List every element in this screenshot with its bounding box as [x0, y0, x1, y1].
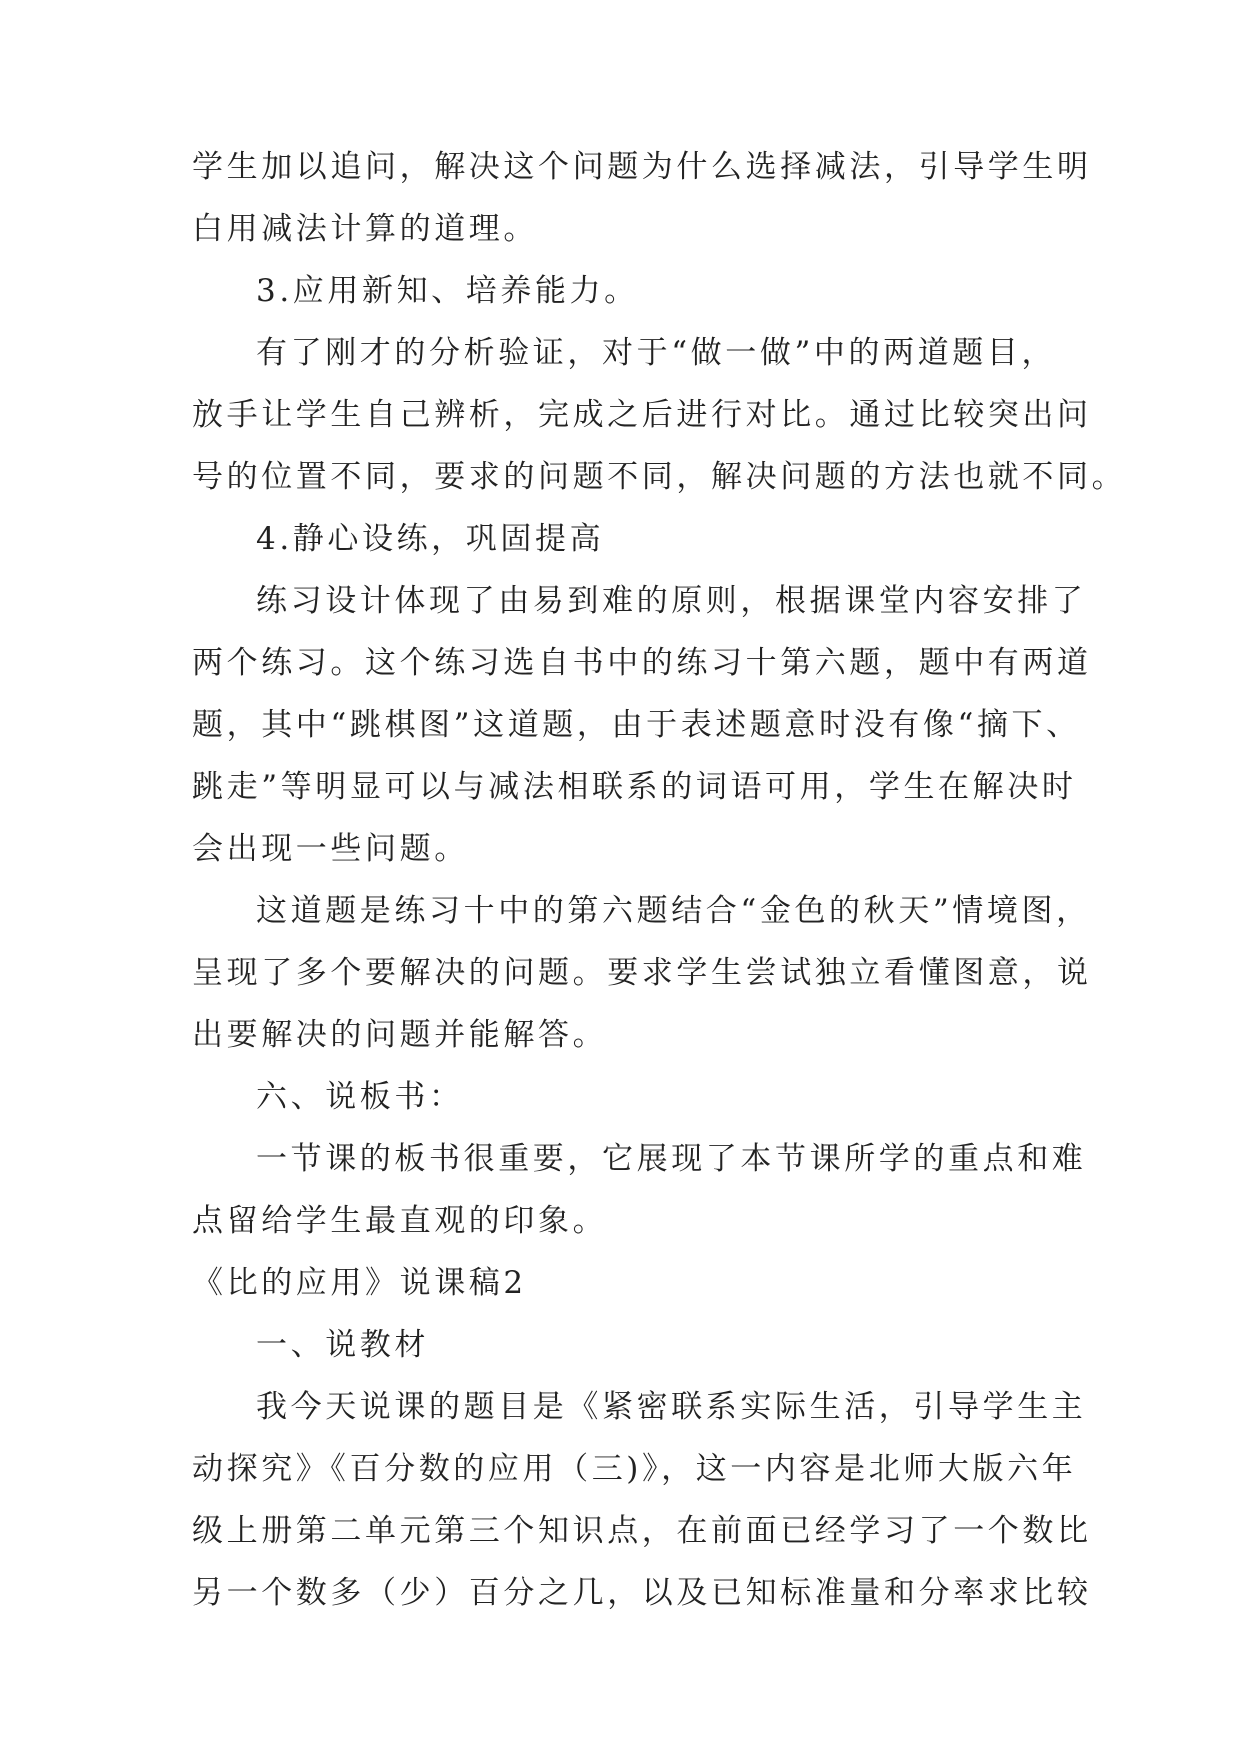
- text-line-4: 有了刚才的分析验证，对于“做一做”中的两道题目，: [256, 335, 1057, 371]
- text-line-22: 动探究》《百分数的应用（三)》，这一内容是北师大版六年: [192, 1451, 1077, 1487]
- text-line-1: 学生加以追问，解决这个问题为什么选择减法，引导学生明: [192, 149, 1092, 185]
- text-line-16: 六、说板书：: [256, 1079, 464, 1115]
- text-line-12: 会出现一些问题。: [192, 831, 469, 867]
- text-line-9: 两个练习。这个练习选自书中的练习十第六题，题中有两道: [192, 645, 1092, 681]
- text-line-3: 3.应用新知、培养能力。: [256, 273, 639, 309]
- section-heading: 《比的应用》说课稿2: [192, 1265, 527, 1301]
- text-line-20: 一、说教材: [256, 1327, 429, 1363]
- text-line-23: 级上册第二单元第三个知识点，在前面已经学习了一个数比: [192, 1513, 1092, 1549]
- text-line-10: 题，其中“跳棋图”这道题，由于表述题意时没有像“摘下、: [192, 707, 1081, 743]
- text-line-15: 出要解决的问题并能解答。: [192, 1017, 608, 1053]
- text-line-11: 跳走”等明显可以与减法相联系的词语可用，学生在解决时: [192, 769, 1077, 805]
- text-line-2: 白用减法计算的道理。: [192, 211, 538, 247]
- text-line-14: 呈现了多个要解决的问题。要求学生尝试独立看懂图意，说: [192, 955, 1092, 991]
- text-line-24: 另一个数多（少）百分之几，以及已知标准量和分率求比较: [192, 1575, 1092, 1611]
- text-line-6: 号的位置不同，要求的问题不同，解决问题的方法也就不同。: [192, 459, 1127, 495]
- text-line-18: 点留给学生最直观的印象。: [192, 1203, 608, 1239]
- text-line-13: 这道题是练习十中的第六题结合“金色的秋天”情境图，: [256, 893, 1091, 929]
- text-line-5: 放手让学生自己辨析，完成之后进行对比。通过比较突出问: [192, 397, 1092, 433]
- text-line-8: 练习设计体现了由易到难的原则，根据课堂内容安排了: [256, 583, 1087, 619]
- text-line-21: 我今天说课的题目是《紧密联系实际生活，引导学生主: [256, 1389, 1087, 1425]
- text-line-7: 4.静心设练，巩固提高: [256, 521, 605, 557]
- text-line-17: 一节课的板书很重要，它展现了本节课所学的重点和难: [256, 1141, 1087, 1177]
